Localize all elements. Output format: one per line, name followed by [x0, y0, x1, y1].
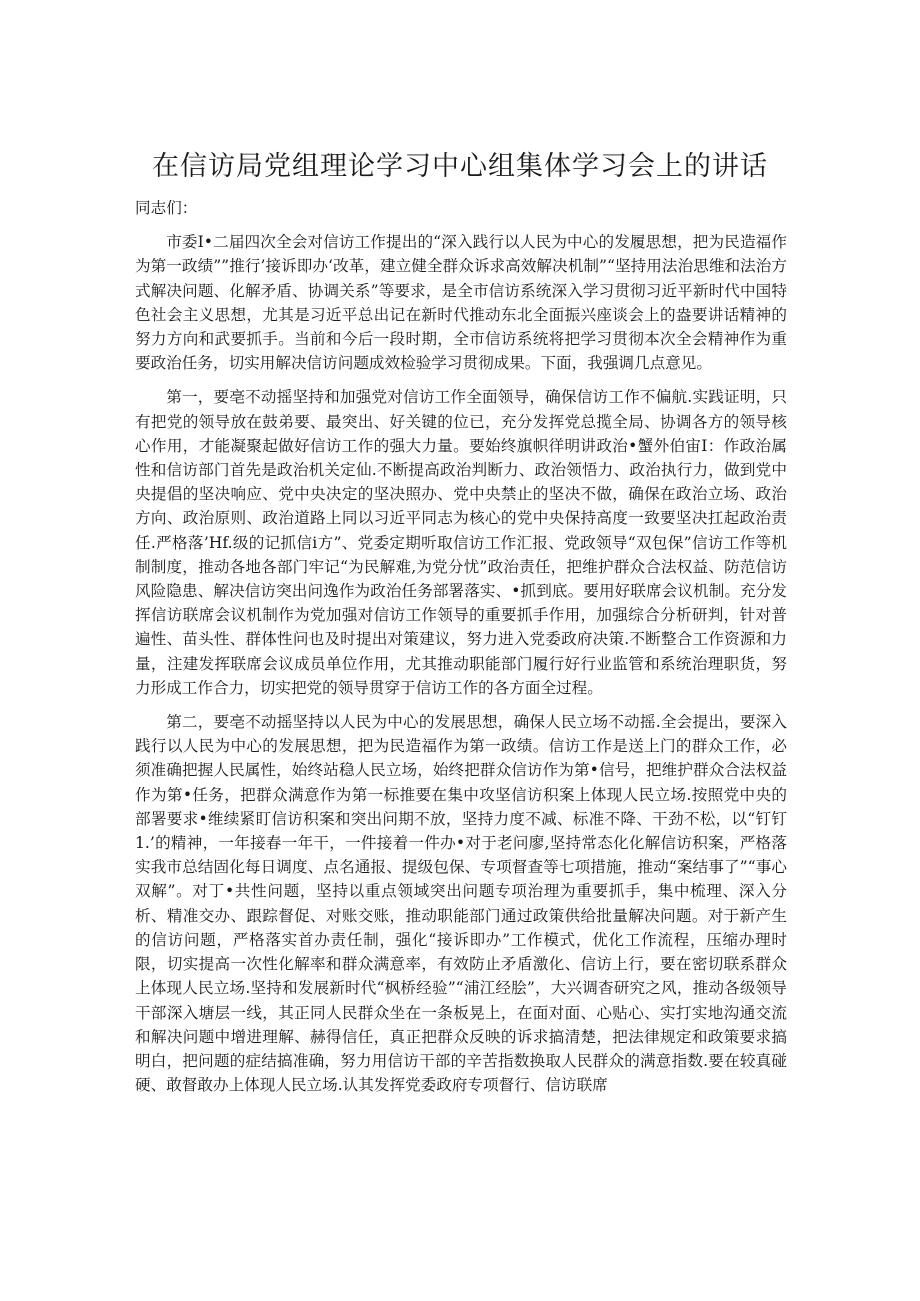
document-body [135, 196, 787, 1107]
paragraph-first-point: 第一，要亳不动摇坚持和加强党对信访工作全面领导，确保信访工作不偏航.实践证明，只有把党的领导放在鼓弟要、最突出、好关键的位已，充分发挥党总揽全局、协调各方的领导核心作用，才能凝聚起做好信访工作的强大力量。要始终旗帜徉明讲政治•蟹外伯宙I：作政治属性和信访部门首先是政治机关定仙.不断提高政治判断力、政治领悟力、政治执行力，做到党中央提倡的坚决响应、党中央决定的坚决照办、党中央禁止的坚决不做，确保在政治立场、政治方向、政治原则、政治道路上同以习近平同志为核心的党中央保持高度一致要坚决扛起政治责任.严格落’Hf.级的记抓信i方”、党委定期听取信访工作汇报、党政领导“双包保”信访工作等机制制度，推动各地各部门牢记“为民解难,为党分忧”政治责任，把维护群众合法权益、防范信访风险隐患、解决信访突出问逸作为政治任务部署落实、•抓到底。要用好联席会议机制。充分发挥信访联席会议机制作为党加强对信访工作领导的重要抓手作用，加强综合分析研判，针对普遍性、苗头性、群体性问也及时提出对策建议，努力进入党委政府决策.不断整合工作资源和力量，注建发挥联席会议成员单位作用，尤其推动职能部门履行好行业监管和系统治理职货，努力形成工作合力，切实把党的领导贯穿于信访工作的各方面全过程。 [135, 388, 787, 697]
paragraph-intro: 市委I•二届四次全会对信访工作提出的“深入践行以人民为中心的发履思想，把为民造福作为第一政绩””推行’接诉即办‘改革，建立健全群众诉求高效解决机制”“坚持用法治思维和法治方式解决问题、化解矛盾、协调关系”等要求，是全市信访系统深入学习贯彻习近平新时代中国特色社会主义思想，尤其是习近平总出记在新时代推动东北全面振兴座谈会上的盎要讲话精神的努力方向和武要抓手。当前和今后一段时期，全市信访系统将把学习贯彻本次全会精神作为重要政治任务，切实用解决信访问题成效检验学习贯彻成果。下面，我强调几点意见。 [135, 233, 787, 373]
document-title: 在信访局党组理论学习中心组集体学习会上的讲话 [152, 151, 768, 182]
paragraph-second-point: 第二，要亳不动摇坚持以人民为中心的发展思想，确保人民立场不动摇.全会提出，要深入践行以人民为中心的发展思想，把为民造福作为第一政绩。信访工作是送上门的群众工作，必须准确把握人民属性，始终站稳人民立场，始终把群众信访作为第•信号，把维护群众合法权益作为第•任务，把群众满意作为第一标推要在集中攻坚信访积案上体现人民立场.按照党中央的部署要求•维续紧盯信访积案和突出问期不放，坚持力度不减、标准不降、干劲不松，以“钉钉1.’的精神，一年接春一年干，一件接着一件办•对于老问廖,坚持常态化化解信访积案，严格落实我市总结固化每日调度、点名通报、提级包保、专项督查等七项措施，推动“案结事了”“事心双解”。对丁•共性问题，坚持以重点领域突出问题专项治理为重要抓手，集中梳理、深入分析、精准交办、跟踪督促、对账交账，推动职能部门通过政策供给批量解决问题。对于新产生的信访问题，严格落实首办责任制，强化“接诉即办”工作模式，优化工作流程，压缩办理时限，切实提高一次性化解率和群众满意率，有效防止矛盾激化、信访上行，要在密切联系群众上体现人民立场.坚持和发展新时代“枫桥经验”“浦江经脍”，大兴调杳研究之风，推动各级领导干部深入塘层一线，其正同人民群众坐在一条板晃上，在面对面、心贴心、实打实地沟通交流和解决问题中增进理解、赫得信任，真正把群众反映的诉求搞清楚，把法律规定和政策要求搞明白，把问题的症结搞准确，努力用信访干部的辛苦指数换取人民群众的满意指数.要在较真碰硬、敢督敢办上体现人民立场.认其发挥党委政府专项督行、信访联席 [135, 713, 787, 1095]
salutation: 同志们： [135, 199, 198, 217]
